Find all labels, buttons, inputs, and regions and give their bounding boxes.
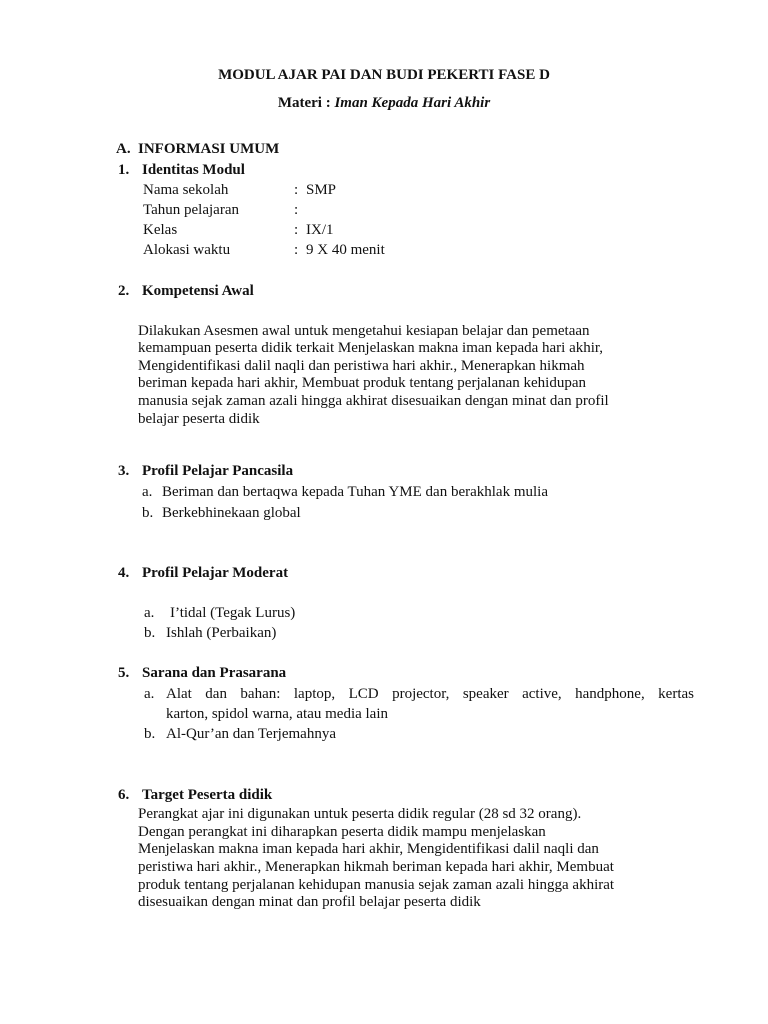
identity-row-colon: : <box>294 182 299 198</box>
identity-row-label: Nama sekolah <box>143 182 229 198</box>
list-item: I’tidal (Tegak Lurus) <box>170 605 296 621</box>
identity-row-label: Kelas <box>143 222 178 238</box>
identity-row-colon: : <box>294 242 299 258</box>
item2-number: 2. <box>118 283 130 299</box>
paragraph-line: beriman kepada hari akhir, Membuat produk tentang perjalanan kehidupan <box>138 375 586 391</box>
section-a-heading: INFORMASI UMUM <box>138 141 280 157</box>
subtitle-value: Iman Kepada Hari Akhir <box>334 95 491 111</box>
subtitle-label: Materi : <box>277 95 331 111</box>
list-item: Berkebhinekaan global <box>162 505 301 521</box>
item3-number: 3. <box>118 463 130 479</box>
identity-row-label: Alokasi waktu <box>143 242 231 258</box>
list-marker: b. <box>144 726 156 742</box>
list-marker: a. <box>144 686 155 702</box>
paragraph-line: belajar peserta didik <box>138 411 260 427</box>
item5-number: 5. <box>118 665 130 681</box>
item1-heading: Identitas Modul <box>142 162 245 178</box>
identity-row-colon: : <box>294 202 299 218</box>
list-item: Ishlah (Perbaikan) <box>166 625 277 641</box>
list-marker: a. <box>144 605 155 621</box>
list-marker: a. <box>142 484 153 500</box>
paragraph-line: Menjelaskan makna iman kepada hari akhir, Mengidentifikasi dalil naqli dan <box>138 841 599 857</box>
item3-heading: Profil Pelajar Pancasila <box>142 463 294 479</box>
list-item: Alat dan bahan: laptop, LCD projector, speaker active, handphone, kertas <box>166 686 694 702</box>
document-title: MODUL AJAR PAI DAN BUDI PEKERTI FASE D <box>218 67 550 83</box>
identity-row-value: 9 X 40 menit <box>306 242 385 258</box>
list-item: Al-Qur’an dan Terjemahnya <box>166 726 336 742</box>
list-marker: b. <box>142 505 154 521</box>
identity-row-colon: : <box>294 222 299 238</box>
item4-heading: Profil Pelajar Moderat <box>142 565 289 581</box>
list-item: Beriman dan bertaqwa kepada Tuhan YME dan berakhlak mulia <box>162 484 549 500</box>
list-item-continuation: karton, spidol warna, atau media lain <box>166 706 389 722</box>
section-a-marker: A. <box>116 141 131 157</box>
identity-row-label: Tahun pelajaran <box>143 202 239 218</box>
paragraph-line: Dilakukan Asesmen awal untuk mengetahui kesiapan belajar dan pemetaan <box>138 323 590 339</box>
identity-row-value: SMP <box>306 182 337 198</box>
identity-row-value: IX/1 <box>306 222 334 238</box>
item5-heading: Sarana dan Prasarana <box>142 665 287 681</box>
paragraph-line: peristiwa hari akhir., Menerapkan hikmah beriman kepada hari akhir, Membuat <box>138 859 614 875</box>
paragraph-line: Perangkat ajar ini digunakan untuk peserta didik regular (28 sd 32 orang). <box>138 806 582 822</box>
paragraph-line: disesuaikan dengan minat dan profil belajar peserta didik <box>138 894 481 910</box>
item4-number: 4. <box>118 565 130 581</box>
paragraph-line: Mengidentifikasi dalil naqli dan peristiwa hari akhir., Menerapkan hikmah <box>138 358 585 374</box>
item1-number: 1. <box>118 162 130 178</box>
item2-heading: Kompetensi Awal <box>142 283 254 299</box>
paragraph-line: manusia sejak zaman azali hingga akhirat disesuaikan dengan minat dan profil <box>138 393 609 409</box>
document-subtitle <box>0 95 768 112</box>
paragraph-line: produk tentang perjalanan kehidupan manusia sejak zaman azali hingga akhirat <box>138 877 615 893</box>
paragraph-line: kemampuan peserta didik terkait Menjelaskan makna iman kepada hari akhir, <box>138 340 604 356</box>
paragraph-line: Dengan perangkat ini diharapkan peserta didik mampu menjelaskan <box>138 824 546 840</box>
list-marker: b. <box>144 625 156 641</box>
item6-heading: Target Peserta didik <box>142 787 273 803</box>
item6-number: 6. <box>118 787 130 803</box>
